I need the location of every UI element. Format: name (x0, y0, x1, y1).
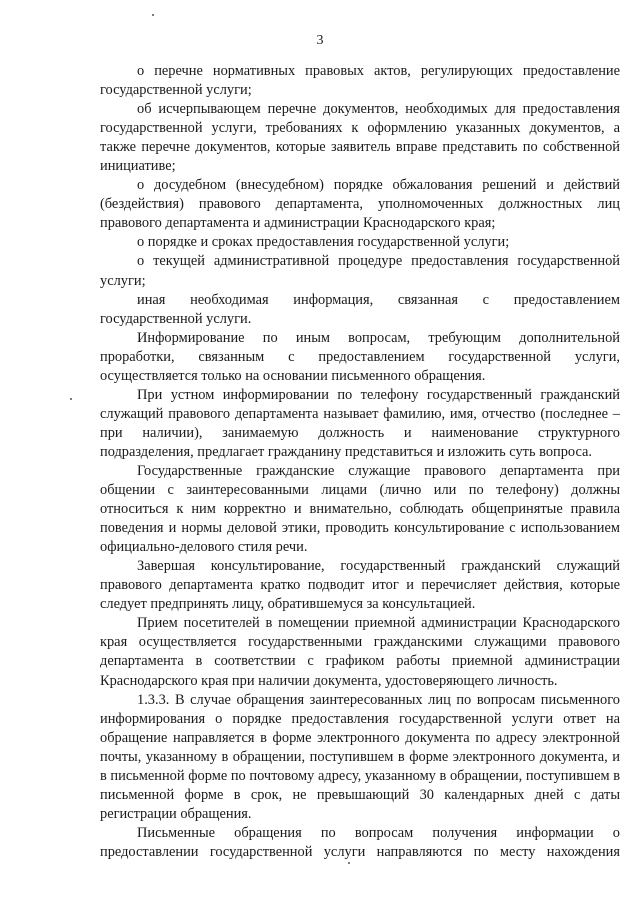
paragraph: о перечне нормативных правовых актов, регулирующих предоставление государственной услуги; (100, 63, 620, 99)
scan-speck (70, 398, 72, 400)
paragraph: Завершая консультирование, государственный гражданский служащий правового департамента кратко подводит итог и перечисляет действия, которые следует предпринять лицу, обратившемуся за консультацией. (100, 558, 620, 613)
paragraph: Письменные обращения по вопросам получения информации о предоставлении государственной услуги направляются по месту нахождения (100, 824, 620, 860)
paragraph: иная необходимая информация, связанная с предоставлением государственной услуги. (100, 291, 620, 327)
paragraph: Прием посетителей в помещении приемной администрации Краснодарского края осуществляется государственными гражданскими служащими правового департамента в соответствии с графиком работы приемной администрации Краснодарского края при наличии документа, удостоверяющего личность. (100, 615, 620, 689)
paragraph: При устном информировании по телефону государственный гражданский служащий правового департамента называет фамилию, имя, отчество (последнее – при наличии), занимаемую должность и наименование структурного подразделения, предлагает гражданину представиться и изложить суть вопроса. (100, 386, 620, 460)
paragraph: о текущей административной процедуре предоставления государственной услуги; (100, 253, 620, 289)
paragraph: о досудебном (внесудебном) порядке обжалования решений и действий (бездействия) правового департамента, уполномоченных должностных лиц правового департамента и администрации Краснодарского края; (100, 177, 620, 232)
paragraph: Государственные гражданские служащие правового департамента при общении с заинтересованными лицами (лично или по телефону) должны относиться к ним корректно и внимательно, соблюдать общепринятые правила поведения и нормы деловой этики, проводить консультирование с использованием официально-делового стиля речи. (100, 462, 620, 556)
scan-speck (348, 862, 350, 864)
paragraph: об исчерпывающем перечне документов, необходимых для предоставления государственной услуги, требованиях к оформлению указанных документов, а также перечне документов, которые заявитель вправе представить по собственной инициативе; (100, 101, 620, 175)
document-body (100, 62, 620, 862)
paragraph: 1.3.3. В случае обращения заинтересованных лиц по вопросам письменного информирования о порядке предоставления государственной услуги ответ на обращение направляется в форме электронного документа по адресу электронной почты, указанному в обращении, поступившем в форме электронного документа, и в письменной форме по почтовому адресу, указанному в обращении, поступившем в письменной форме в срок, не превышающий 30 календарных дней с даты регистрации обращения. (100, 691, 620, 822)
paragraph: Информирование по иным вопросам, требующим дополнительной проработки, связанным с предоставлением государственной услуги, осуществляется только на основании письменного обращения. (100, 329, 620, 384)
paragraph: о порядке и сроках предоставления государственной услуги; (137, 234, 510, 251)
page-number: 3 (316, 33, 324, 48)
scan-speck (152, 14, 154, 16)
